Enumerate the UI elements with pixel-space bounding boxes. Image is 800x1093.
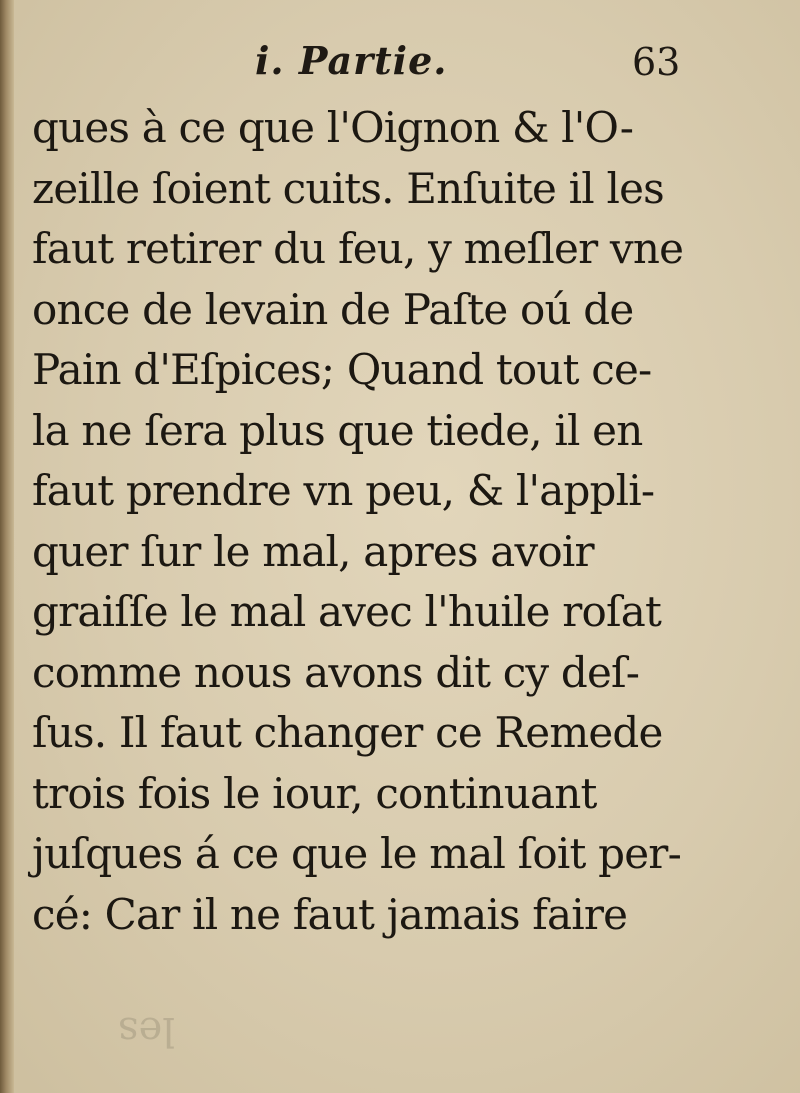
- text-line: trois fois le iour, continuant: [32, 768, 597, 818]
- text-line: graiſſe le mal avec l'huile roſat: [32, 587, 662, 636]
- binding-edge: [0, 0, 14, 1093]
- text-line: la ne ſera plus que tiede, il en: [32, 405, 643, 455]
- running-head: [0, 32, 800, 104]
- text-line: ſus. Il faut changer ce Remede: [32, 708, 663, 757]
- text-line: zeille ſoient cuits. Enſuite il les: [32, 163, 664, 213]
- text-line: juſques á ce que le mal ſoit per-: [32, 829, 681, 878]
- body-text: [32, 98, 732, 945]
- text-line: ques à ce que l'Oignon & l'O-: [32, 103, 634, 152]
- text-line: cé: Car il ne faut jamais faire: [32, 889, 628, 939]
- text-line: Pain d'Eſpices; Quand tout ce-: [32, 345, 652, 394]
- page-number: 63: [632, 40, 681, 84]
- text-line: faut retirer du feu, y meſler vne: [32, 224, 684, 273]
- text-line: quer ſur le mal, apres avoir: [32, 526, 594, 576]
- text-line: once de levain de Paſte oú de: [32, 284, 634, 334]
- text-line: faut prendre vn peu, & l'appli-: [32, 466, 655, 515]
- text-line: comme nous avons dit cy deſ-: [32, 647, 640, 697]
- bleed-through-text: les: [118, 1008, 175, 1054]
- running-head-title: i. Partie.: [255, 38, 448, 83]
